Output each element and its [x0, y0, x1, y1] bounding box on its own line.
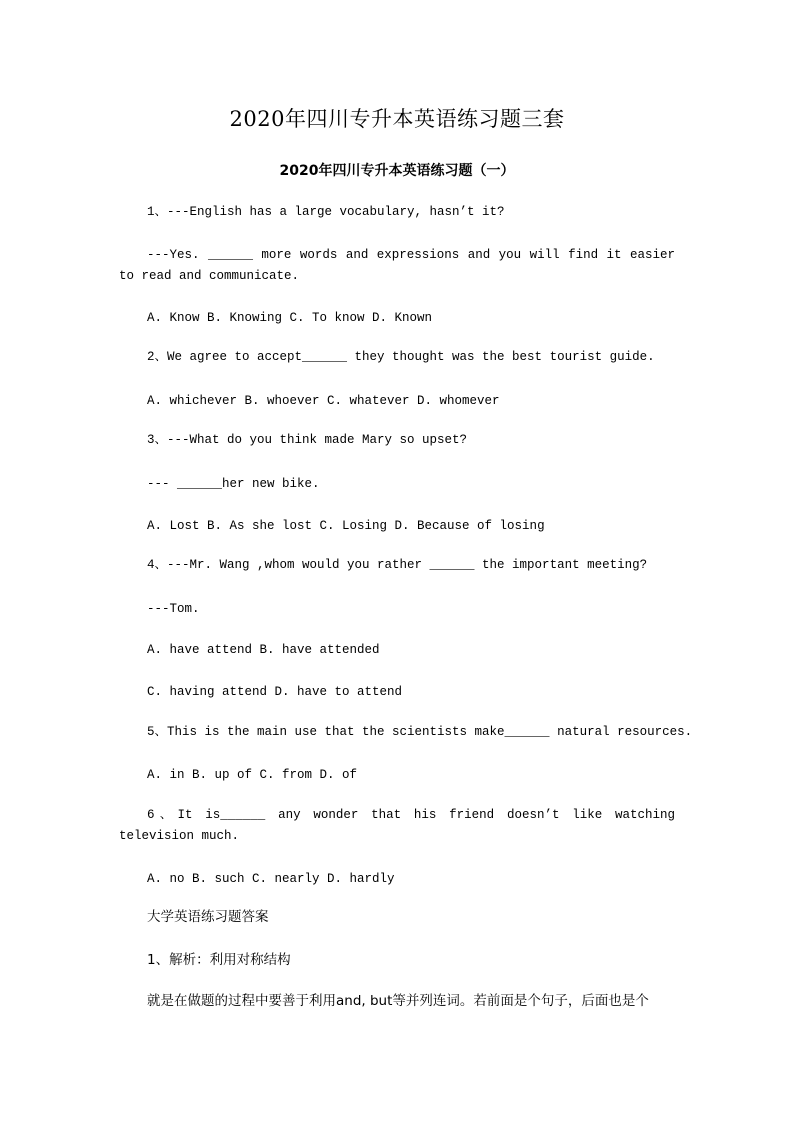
section-title: 2020年四川专升本英语练习题（一）	[279, 163, 515, 179]
answer-1-title: 1、解析：利用对称结构	[147, 952, 291, 968]
question-2-options: A. whichever B. whoever C. whatever D. whomever	[147, 394, 500, 408]
question-6-options: A. no B. such C. nearly D. hardly	[147, 872, 395, 886]
question-1-options: A. Know B. Knowing C. To know D. Known	[147, 311, 433, 325]
question-3-stem: 3、---What do you think made Mary so upset?	[147, 433, 468, 447]
question-2-stem: 2、We agree to accept______ they thought was the best tourist guide.	[147, 350, 655, 364]
question-4-options-1: A. have attend B. have attended	[147, 643, 380, 657]
question-3-options: A. Lost B. As she lost C. Losing D. Because of losing	[147, 519, 545, 533]
question-1-reply: ---Yes. ______ more words and expressions and you will find it easier to read and communicate.	[119, 248, 675, 283]
question-4-options-2: C. having attend D. have to attend	[147, 685, 403, 699]
answers-heading: 大学英语练习题答案	[147, 909, 269, 925]
question-4-stem: 4、---Mr. Wang ,whom would you rather ______ the important meeting?	[147, 558, 648, 572]
document-title: 2020年四川专升本英语练习题三套	[229, 107, 565, 131]
question-4-reply: ---Tom.	[147, 602, 200, 616]
question-1-stem: 1、---English has a large vocabulary, hasn’t it?	[147, 205, 505, 219]
question-5-stem: 5、This is the main use that the scientists make______ natural resources.	[147, 725, 693, 739]
answer-1-text: 就是在做题的过程中要善于利用and, but等并列连词。若前面是个句子，后面也是个	[147, 993, 649, 1009]
question-6-stem: 6、It is______ any wonder that his friend doesn’t like watching television much.	[119, 808, 675, 843]
question-5-options: A. in B. up of C. from D. of	[147, 768, 358, 782]
question-3-reply: --- ______her new bike.	[147, 477, 320, 491]
